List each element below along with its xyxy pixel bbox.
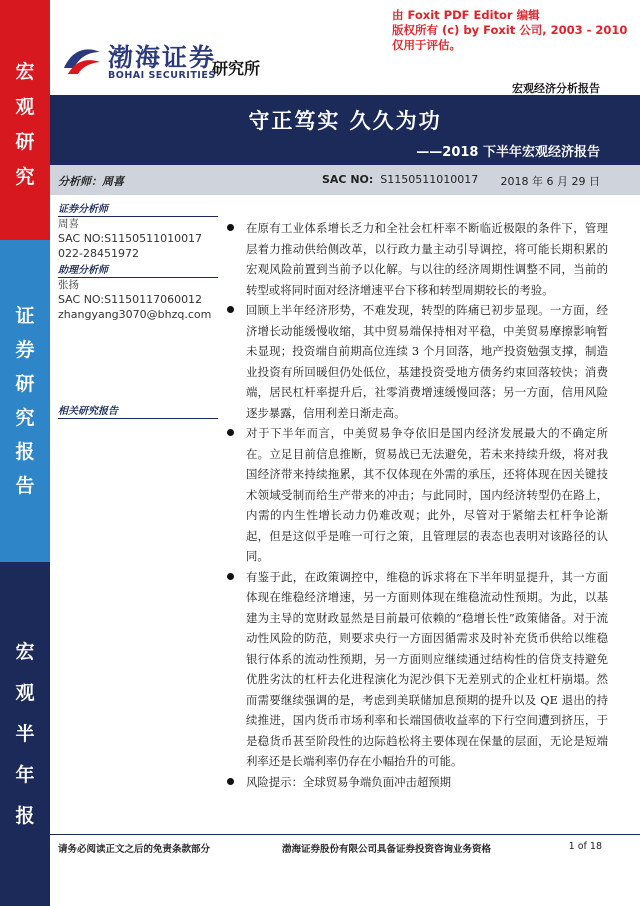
watermark-line: 由 Foxit PDF Editor 编辑 bbox=[392, 8, 540, 22]
sidebar-char: 报 bbox=[15, 804, 35, 827]
related-reports-heading: 相关研究报告 bbox=[58, 402, 218, 419]
bohai-logo-icon bbox=[62, 42, 102, 78]
logo-english: BOHAI SECURITIES bbox=[108, 70, 216, 81]
analyst-label: 分析师：周喜 bbox=[58, 175, 124, 188]
analyst-name: 周喜 bbox=[58, 218, 79, 230]
summary-paragraph bbox=[224, 300, 608, 423]
sidebar-char: 究 bbox=[15, 406, 35, 429]
assistant-name: 张扬 bbox=[58, 279, 79, 291]
sidebar-char: 年 bbox=[15, 763, 35, 786]
foxit-watermark bbox=[392, 8, 638, 53]
assistant-sac: SAC NO:S1150117060012 bbox=[58, 293, 203, 306]
paragraph-text: 有鉴于此，在政策调控中，维稳的诉求将在下半年明显提升，其一方面体现在维稳经济增速，另一方面则体现在维稳流动性预期。为此，以基建为主导的宽财政显然是目前最可依赖的“稳增长性”政策储备。对于流动性风险的防范，则要求央行一方面因循需求及时补充货币供给以维稳银行体系的流动性预期，另一方面则应继续通过结构性的信贷支持避免优胜劣汰的杠杆去化进程演化为泥沙俱下无差别式的企业杠杆崩塌。然而需要继续强调的是，考虑到美联储加息预期的提升以及 QE 退出的持续推进，国内货币市场利率和长端国债收益率的下行空间遭到挤压，于是稳货币甚至阶段性的边际趋松将主要体现在保量的层面，无论是短端利率还是长端利率仍存在小幅抬升的可能。 bbox=[246, 569, 608, 768]
footer-company: 渤海证券股份有限公司具备证券投资咨询业务资格 bbox=[282, 844, 492, 855]
paragraph-text: 在原有工业体系增长乏力和全社会杠杆率不断临近极限的条件下，管理层着力推动供给侧改革，以行政力量主动引导调控，将可能长期积累的宏观风险前置到当前予以化解。与以往的经济周期性调整不同，当前的转型或将同时面对经济增速平台下移和转型周期较长的考验。 bbox=[246, 221, 608, 297]
sidebar-char: 究 bbox=[15, 166, 35, 188]
report-type: 宏观经济分析报告 bbox=[512, 82, 600, 95]
page-number: 1 of 18 bbox=[568, 841, 602, 852]
bullet-icon bbox=[227, 778, 234, 785]
page-footer bbox=[50, 834, 640, 856]
paragraph-text: 对于下半年而言，中美贸易争夺依旧是国内经济发展最大的不确定所在。立足目前信息推断，贸易战已无法避免，若未来持续升级，将对我国经济带来持续拖累，其不仅体现在外需的承压，还将体现在因关键技术领域受制而给生产带来的冲击；与此同时，国内经济转型仍在路上，内需的内生性增长动力仍难改观；此外，尽管对于紧缩去杠杆争论渐起，但是这似乎是唯一可行之策，且管理层的表态也表明对该路径的认同。 bbox=[246, 426, 608, 563]
analyst-sac: SAC NO:S1150511010017 bbox=[58, 232, 203, 245]
analyst-info-column bbox=[58, 200, 218, 322]
sidebar-macro-research bbox=[0, 0, 50, 240]
sac-value: S1150511010017 bbox=[380, 173, 479, 186]
analyst-bar bbox=[50, 165, 640, 195]
title-band bbox=[50, 97, 640, 165]
report-subtitle: ——2018 下半年宏观经济报告 bbox=[416, 145, 600, 160]
sac-label: SAC NO: bbox=[322, 173, 374, 186]
bullet-icon bbox=[227, 306, 234, 313]
footer-disclaimer: 请务必阅读正文之后的免责条款部分 bbox=[58, 844, 211, 855]
sidebar-securities-report bbox=[0, 240, 50, 562]
watermark-line: 版权所有 (c) by Foxit 公司, 2003 - 2010 bbox=[392, 23, 628, 37]
risk-warning bbox=[224, 772, 608, 793]
sac-number bbox=[322, 173, 478, 186]
summary-paragraph bbox=[224, 218, 608, 300]
analyst-phone: 022-28451972 bbox=[58, 247, 139, 260]
analyst-heading: 证券分析师 bbox=[58, 200, 218, 217]
paragraph-text: 风险提示：全球贸易争端负面冲击超预期 bbox=[246, 774, 452, 789]
bullet-icon bbox=[227, 573, 234, 580]
sidebar-char: 观 bbox=[15, 681, 35, 704]
assistant-email[interactable]: zhangyang3070@bhzq.com bbox=[58, 308, 212, 321]
bullet-icon bbox=[227, 224, 234, 231]
sidebar-char: 研 bbox=[15, 131, 35, 153]
institute-label: 研究所 bbox=[212, 59, 261, 78]
sidebar-char: 券 bbox=[15, 338, 35, 361]
summary-body bbox=[224, 218, 608, 792]
sidebar-char: 报 bbox=[15, 440, 35, 463]
sidebar-char: 证 bbox=[15, 304, 35, 327]
summary-paragraph bbox=[224, 423, 608, 567]
report-title: 守正笃实 久久为功 bbox=[248, 109, 442, 133]
bullet-icon bbox=[227, 429, 234, 436]
summary-paragraph bbox=[224, 567, 608, 772]
sidebar-semiannual bbox=[0, 562, 50, 906]
report-date: 2018 年 6 月 29 日 bbox=[500, 175, 600, 188]
watermark-line: 仅用于评估。 bbox=[392, 38, 461, 52]
sidebar-char: 观 bbox=[15, 96, 35, 118]
paragraph-text: 回顾上半年经济形势，不难发现，转型的阵痛已初步显现。一方面，经济增长动能缓慢收缩，其中贸易端保持相对平稳，中美贸易摩擦影响暂未显现；投资端自前期高位连续 3 个月回落，地产投资勉强支撑，制造业投资有所回暖但仍处低位，基建投资受地方债务约束回落较快；消费端，居民杠杆率提升后，社零消费增速缓慢回落；另一方面，信用风险逐步暴露，信用利差日渐走高。 bbox=[246, 303, 608, 420]
sidebar-char: 研 bbox=[15, 372, 35, 395]
sidebar-char: 宏 bbox=[15, 61, 35, 83]
sidebar-char: 告 bbox=[15, 474, 35, 497]
assistant-heading: 助理分析师 bbox=[58, 261, 218, 278]
sidebar-char: 半 bbox=[15, 722, 35, 745]
sidebar-char: 宏 bbox=[15, 640, 35, 663]
logo-chinese: 渤海证券 bbox=[108, 43, 217, 72]
